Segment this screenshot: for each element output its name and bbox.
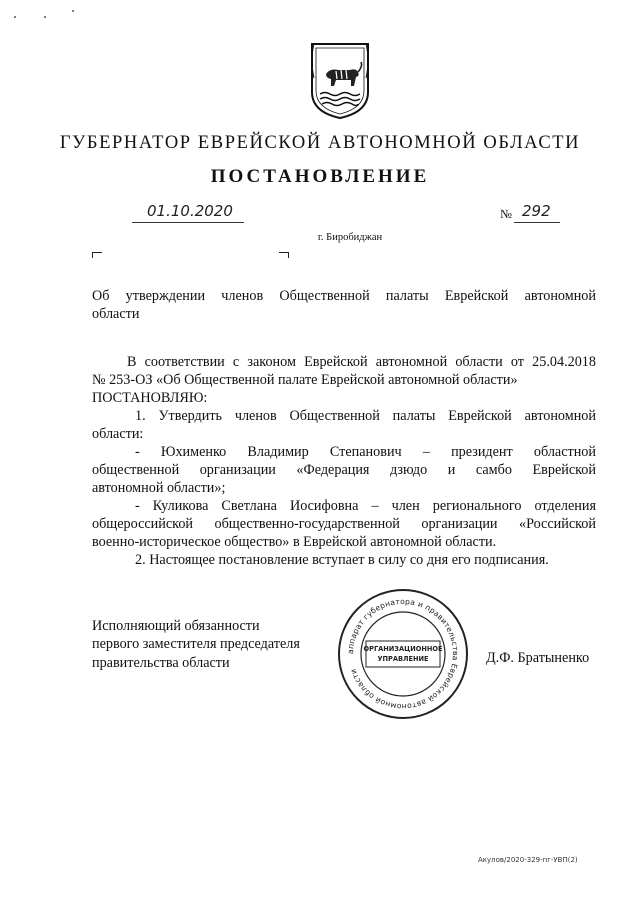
body-line: общероссийской общественно-государственной организации «Российской [92,516,596,532]
speck [44,16,46,18]
body-line: общественной организации «Федерация дзюдо и самбо Еврейской [92,462,596,478]
body-line: - Куликова Светлана Иосифовна – член регионального отделения [135,498,596,514]
document-reference-code: Акулов/2020-329-пг-УВП(2) [478,856,578,864]
body-line: военно-историческое общество» в Еврейской автономной области. [92,534,497,550]
subject-line-1: Об утверждении членов Общественной палаты Еврейской автономной [92,288,596,304]
body-line: 1. Утвердить членов Общественной палаты Еврейской автономной [135,408,596,424]
document-date: 01.10.2020 [147,202,233,220]
signatory-position-line: Исполняющий обязанности [92,618,260,634]
signatory-position-line: первого заместителя председателя [92,636,300,653]
body-line: ПОСТАНОВЛЯЮ: [92,390,208,406]
official-stamp [336,587,470,721]
signatory-position [92,617,300,672]
coat-of-arms-emblem [300,40,380,120]
speck [72,10,74,12]
signatory-position-line: правительства области [92,654,230,671]
speck [14,16,16,18]
body-line: В соответствии с законом Еврейской автономной области от 25.04.2018 [127,354,596,370]
document-number: 292 [522,202,551,220]
stamp-center-line-2: УПРАВЛЕНИЕ [377,655,429,663]
subject-corner-left [92,252,102,258]
body-line: автономной области»; [92,480,226,496]
body-line: - Юхименко Владимир Степанович – президент областной [135,444,596,460]
stamp-ring-text: аппарат губернатора и правительства Еврейской автономной области [345,596,461,712]
number-sign: № [500,207,512,221]
city: г. Биробиджан [317,232,383,243]
issuing-authority-title: ГУБЕРНАТОР ЕВРЕЙСКОЙ АВТОНОМНОЙ ОБЛАСТИ [59,133,581,153]
subject-line-2: области [92,306,140,322]
body-line: 2. Настоящее постановление вступает в силу со дня его подписания. [135,552,549,568]
document-type-title: ПОСТАНОВЛЕНИЕ [210,166,430,187]
body-line: № 253-ОЗ «Об Общественной палате Еврейской автономной области» [92,372,518,388]
signatory-name: Д.Ф. Братыненко [486,650,590,666]
body-line: области: [92,426,144,442]
subject-corner-right [279,252,289,258]
stamp-center-line-1: ОРГАНИЗАЦИОННОЕ [363,645,443,653]
